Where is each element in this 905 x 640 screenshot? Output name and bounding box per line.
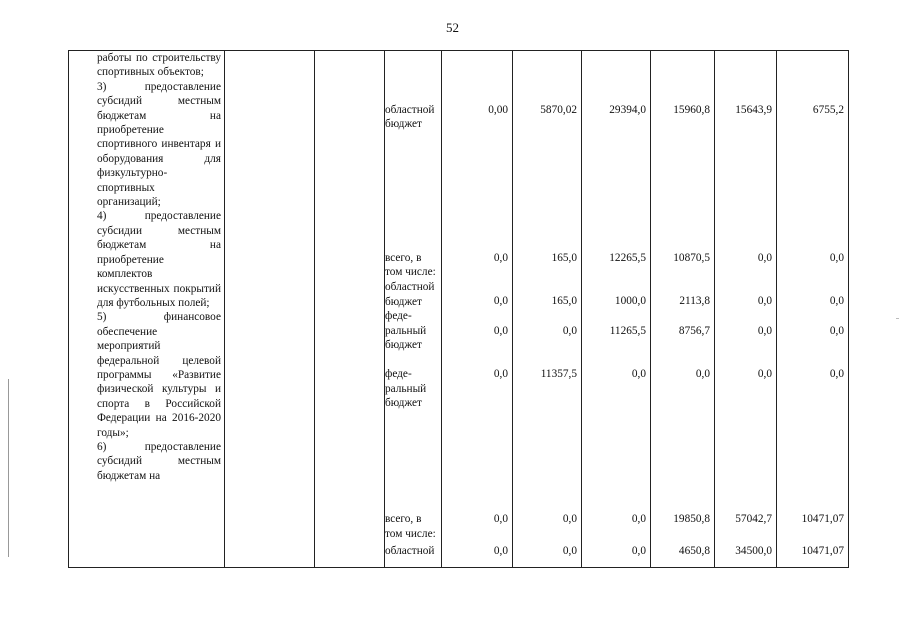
funding-value: 0,0 [493, 368, 508, 380]
funding-value: 0,0 [631, 513, 646, 525]
funding-source-label: бюджет [385, 118, 422, 130]
value-col-2 [513, 51, 582, 568]
funding-source-label: феде- [385, 368, 412, 380]
funding-value: 15960,8 [673, 104, 710, 116]
funding-value: 10471,07 [801, 545, 844, 557]
funding-source-label: ральный [385, 325, 427, 337]
funding-value: 19850,8 [673, 513, 710, 525]
funding-value: 5870,02 [540, 104, 577, 116]
funding-value: 10471,07 [801, 513, 844, 525]
funding-value: 0,0 [562, 513, 577, 525]
description-cell [69, 51, 225, 568]
funding-value: 11265,5 [609, 325, 646, 337]
funding-value: 0,00 [488, 104, 508, 116]
funding-value: 29394,0 [609, 104, 646, 116]
funding-value: 12265,5 [609, 252, 646, 264]
funding-value: 10870,5 [673, 252, 710, 264]
funding-source-label: бюджет [385, 339, 422, 351]
funding-value: 34500,0 [735, 545, 772, 557]
value-col-1 [442, 51, 513, 568]
funding-source-label: областной [385, 281, 435, 293]
page-number: 52 [446, 20, 459, 35]
funding-value: 0,0 [757, 252, 772, 264]
funding-source-label: областной [385, 104, 435, 116]
funding-value: 57042,7 [735, 513, 772, 525]
funding-source-label: ральный [385, 383, 427, 395]
description-item: 4) предоставление субсидии местным бюджетам на приобретение комплектов искусственных покрытий для футбольных полей; [97, 210, 221, 309]
funding-value: 0,0 [829, 325, 844, 337]
period-cell [315, 51, 385, 568]
value-col-3 [582, 51, 651, 568]
scan-margin-tick [896, 318, 899, 319]
funding-value: 0,0 [493, 325, 508, 337]
funding-value: 0,0 [493, 545, 508, 557]
description-item: 5) финансовое обеспечение мероприятий федеральной целевой программы «Развитие физической культуры и спорта в Российской Федерации на 2016-2020 годы»; [97, 311, 221, 439]
funding-value: 2113,8 [679, 295, 710, 307]
funding-value: 1000,0 [614, 295, 646, 307]
funding-value: 6755,2 [812, 104, 844, 116]
funding-value: 11357,5 [540, 368, 577, 380]
funding-value: 0,0 [493, 252, 508, 264]
funding-value: 0,0 [493, 513, 508, 525]
funding-value: 0,0 [631, 368, 646, 380]
funding-value: 165,0 [551, 295, 577, 307]
funding-source-label: бюджет [385, 296, 422, 308]
value-col-6 [777, 51, 849, 568]
budget-table [68, 50, 849, 568]
funding-value: 0,0 [757, 325, 772, 337]
funding-value: 0,0 [493, 295, 508, 307]
funding-source-label: том числе: [385, 266, 436, 278]
funding-value: 0,0 [695, 368, 710, 380]
funding-value: 0,0 [757, 368, 772, 380]
funding-value: 0,0 [829, 368, 844, 380]
funding-value: 15643,9 [735, 104, 772, 116]
funding-value: 165,0 [551, 252, 577, 264]
funding-value: 0,0 [829, 252, 844, 264]
description-item: работы по строительству спортивных объектов; [97, 52, 221, 79]
funding-value: 0,0 [757, 295, 772, 307]
funding-source-label: областной [385, 545, 435, 557]
funding-source-label: всего, в [385, 252, 422, 264]
description-item: 6) предоставление субсидий местным бюджетам на [97, 440, 221, 482]
funding-source-label: том числе: [385, 528, 436, 540]
executor-cell [225, 51, 315, 568]
description-item: 3) предоставление субсидий местным бюджетам на приобретение спортивного инвентаря и оборудования для физкультурно-спортивных организаций; [97, 80, 221, 209]
funding-value: 8756,7 [678, 325, 710, 337]
funding-value: 0,0 [829, 295, 844, 307]
funding-value: 0,0 [562, 545, 577, 557]
source-cell [385, 51, 442, 568]
value-col-5 [715, 51, 777, 568]
scan-margin-line [8, 379, 9, 557]
value-col-4 [651, 51, 715, 568]
funding-value: 0,0 [562, 325, 577, 337]
funding-source-label: бюджет [385, 397, 422, 409]
funding-source-label: феде- [385, 310, 412, 322]
table-row [69, 51, 849, 568]
funding-source-label: всего, в [385, 513, 422, 525]
funding-value: 4650,8 [678, 545, 710, 557]
funding-value: 0,0 [631, 545, 646, 557]
